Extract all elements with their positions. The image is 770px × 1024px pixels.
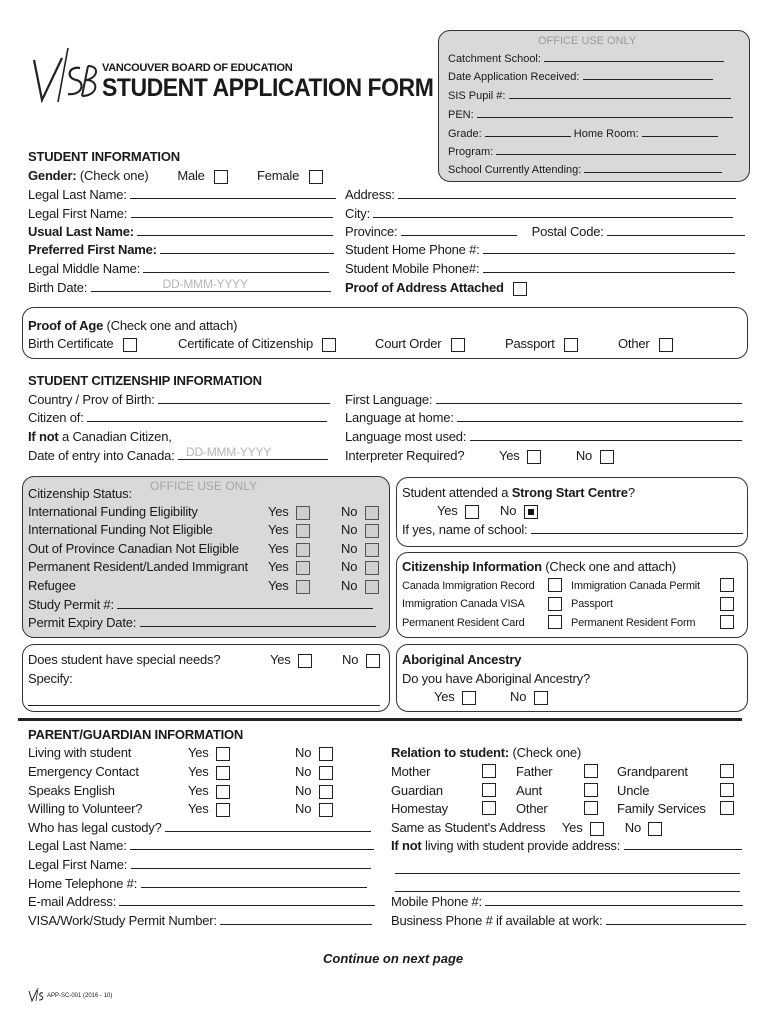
grade-row[interactable]: Grade: Home Room: (448, 125, 718, 140)
same-address-yes-checkbox[interactable] (590, 822, 604, 836)
other-checkbox[interactable] (659, 338, 673, 352)
doc-right-2-checkbox[interactable] (720, 615, 734, 629)
parent-mobile-row[interactable]: Mobile Phone #: (391, 894, 743, 909)
strong-start-no: No (500, 503, 538, 519)
relation-family-services-checkbox[interactable] (720, 801, 734, 815)
relation-aunt: Aunt (516, 783, 542, 798)
parent-no-2: No (295, 783, 333, 799)
home-phone-row[interactable]: Student Home Phone #: (345, 242, 735, 257)
same-address-row: Same as Student's Address Yes No (391, 820, 662, 836)
footer-logo (28, 986, 46, 1002)
parent-business-row[interactable]: Business Phone # if available at work: (391, 913, 746, 928)
permit-expiry-row[interactable]: Permit Expiry Date: (28, 615, 376, 630)
if-not-living-row[interactable]: If not living with student provide address: (391, 838, 742, 853)
status-no-checkbox[interactable] (365, 561, 379, 575)
parent-no-3: No (295, 801, 333, 817)
interpreter-row: Interpreter Required? Yes No (345, 448, 614, 464)
special-needs-yes: Yes (270, 652, 312, 668)
parent-yes-checkbox[interactable] (216, 803, 230, 817)
citizen-of-row[interactable]: Citizen of: (28, 410, 327, 425)
same-address-no-checkbox[interactable] (648, 822, 662, 836)
aboriginal-no: No (510, 689, 548, 705)
doc-right-1-checkbox[interactable] (720, 597, 734, 611)
status-yes-checkbox[interactable] (296, 561, 310, 575)
status-yes-checkbox[interactable] (296, 506, 310, 520)
parent-no-checkbox[interactable] (319, 747, 333, 761)
female-checkbox[interactable] (309, 170, 323, 184)
parent-no-checkbox[interactable] (319, 766, 333, 780)
birth-cert-checkbox[interactable] (123, 338, 137, 352)
form-code: APP-SC-001 (2016 - 10) (47, 993, 113, 999)
birth-date-row[interactable]: Birth Date: DD-MMM-YYYY (28, 280, 331, 295)
doc-left-2: Permanent Resident Card (402, 617, 525, 629)
proof-address-checkbox[interactable] (513, 282, 527, 296)
vsb-logo (28, 40, 98, 104)
relation-other-checkbox[interactable] (584, 801, 598, 815)
court-order-checkbox[interactable] (451, 338, 465, 352)
status-no-checkbox[interactable] (365, 580, 379, 594)
legal-first-row[interactable]: Legal First Name: (28, 206, 333, 221)
status-no-checkbox[interactable] (365, 506, 379, 520)
doc-left-2-checkbox[interactable] (548, 615, 562, 629)
parent-yes-2: Yes (188, 783, 230, 799)
relation-grandparent: Grandparent (617, 764, 688, 779)
program-row[interactable]: Program: (448, 143, 736, 158)
relation-grandparent-checkbox[interactable] (720, 764, 734, 778)
parent-row-2: Speaks English (28, 783, 115, 798)
doc-left-1: Immigration Canada VISA (402, 598, 525, 610)
gender-row: Gender: (Check one) Male Female (28, 168, 323, 184)
parent-yes-checkbox[interactable] (216, 747, 230, 761)
doc-right-0-checkbox[interactable] (720, 578, 734, 592)
doc-left-1-checkbox[interactable] (548, 597, 562, 611)
parent-heading: PARENT/GUARDIAN INFORMATION (28, 727, 244, 742)
pen-row[interactable]: PEN: (448, 106, 733, 121)
status-row-0: International Funding Eligibility (28, 504, 198, 519)
other-option: Other (618, 336, 673, 352)
continue-text: Continue on next page (323, 951, 464, 966)
study-permit-row[interactable]: Study Permit #: (28, 597, 373, 612)
country-birth-row[interactable]: Country / Prov of Birth: (28, 392, 330, 407)
status-no-checkbox[interactable] (365, 543, 379, 557)
relation-father: Father (516, 764, 553, 779)
relation-homestay-checkbox[interactable] (482, 801, 496, 815)
parent-row-3: Willing to Volunteer? (28, 801, 143, 816)
citizenship-cert-option: Certificate of Citizenship (178, 336, 336, 352)
form-title: STUDENT APPLICATION FORM (102, 74, 434, 102)
citizenship-heading: STUDENT CITIZENSHIP INFORMATION (28, 373, 262, 388)
parent-row-1: Emergency Contact (28, 764, 139, 779)
parent-no-checkbox[interactable] (319, 803, 333, 817)
language-used-row[interactable]: Language most used: (345, 429, 742, 444)
parent-yes-1: Yes (188, 764, 230, 780)
citizenship-cert-checkbox[interactable] (322, 338, 336, 352)
special-needs-input[interactable] (28, 694, 380, 706)
custody-row[interactable]: Who has legal custody? (28, 820, 371, 835)
relation-aunt-checkbox[interactable] (584, 783, 598, 797)
parent-no-1: No (295, 764, 333, 780)
citizenship-docs-label: Citizenship Information (Check one and attach) (402, 559, 677, 574)
parent-yes-0: Yes (188, 745, 230, 761)
address-row[interactable]: Address: (345, 187, 736, 202)
status-row-4: Refugee (28, 578, 76, 593)
doc-right-0: Immigration Canada Permit (571, 580, 700, 592)
section-divider (18, 718, 742, 721)
aboriginal-yes: Yes (434, 689, 476, 705)
special-needs-specify: Specify: (28, 671, 73, 686)
parent-address-line-1[interactable] (395, 862, 740, 874)
student-info-heading: STUDENT INFORMATION (28, 149, 180, 164)
parent-visa-row[interactable]: VISA/Work/Study Permit Number: (28, 913, 372, 928)
doc-left-0: Canada Immigration Record (402, 580, 535, 592)
date-received-row[interactable]: Date Application Received: (448, 68, 713, 83)
interpreter-no-checkbox[interactable] (600, 450, 614, 464)
proof-age-label-row: Proof of Age (Check one and attach) (28, 318, 238, 333)
parent-yes-checkbox[interactable] (216, 785, 230, 799)
status-office-use: OFFICE USE ONLY (150, 479, 258, 493)
relation-guardian: Guardian (391, 783, 443, 798)
birth-cert-option: Birth Certificate (28, 336, 137, 352)
relation-father-checkbox[interactable] (584, 764, 598, 778)
strong-start-question: Student attended a Strong Start Centre? (402, 485, 635, 500)
doc-left-0-checkbox[interactable] (548, 578, 562, 592)
parent-email-row[interactable]: E-mail Address: (28, 894, 375, 909)
special-needs-no-checkbox[interactable] (366, 654, 380, 668)
date-entry-placeholder: DD-MMM-YYYY (185, 445, 272, 459)
status-row-1: International Funding Not Eligible (28, 522, 213, 537)
date-entry-row[interactable]: Date of entry into Canada: DD-MMM-YYYY (28, 448, 328, 463)
aboriginal-label: Aboriginal Ancestry (402, 652, 522, 667)
usual-last-row[interactable]: Usual Last Name: (28, 224, 333, 239)
status-row-3: Permanent Resident/Landed Immigrant (28, 559, 248, 574)
city-row[interactable]: City: (345, 206, 733, 221)
parent-no-0: No (295, 745, 333, 761)
status-yes-checkbox[interactable] (296, 524, 310, 538)
parent-home-phone-row[interactable]: Home Telephone #: (28, 876, 367, 891)
aboriginal-question: Do you have Aboriginal Ancestry? (402, 671, 590, 686)
court-order-option: Court Order (375, 336, 465, 352)
relation-mother: Mother (391, 764, 431, 779)
if-not-citizen-row: If not a Canadian Citizen, (28, 429, 172, 444)
status-yes-0: Yes (268, 504, 310, 520)
strong-start-no-checkbox[interactable] (524, 505, 538, 519)
parent-legal-first-row[interactable]: Legal First Name: (28, 857, 371, 872)
passport-option: Passport (505, 336, 578, 352)
office-use-title: OFFICE USE ONLY (538, 35, 637, 47)
province-row[interactable]: Province: Postal Code: (345, 224, 745, 239)
parent-row-0: Living with student (28, 745, 132, 760)
doc-right-2: Permanent Resident Form (571, 617, 696, 629)
status-yes-checkbox[interactable] (296, 580, 310, 594)
status-no-checkbox[interactable] (365, 524, 379, 538)
special-needs-yes-checkbox[interactable] (298, 654, 312, 668)
catchment-row[interactable]: Catchment School: (448, 50, 724, 65)
mobile-phone-row[interactable]: Student Mobile Phone#: (345, 261, 735, 276)
legal-middle-row[interactable]: Legal Middle Name: (28, 261, 329, 276)
parent-address-line-2[interactable] (395, 880, 740, 892)
preferred-first-row[interactable]: Preferred First Name: (28, 242, 334, 257)
relation-family-services: Family Services (617, 801, 706, 816)
status-no-1: No (341, 522, 379, 538)
language-home-row[interactable]: Language at home: (345, 410, 743, 425)
doc-right-1: Passport (571, 598, 613, 610)
status-row-2: Out of Province Canadian Not Eligible (28, 541, 239, 556)
status-no-2: No (341, 541, 379, 557)
relation-label-row: Relation to student: (Check one) (391, 745, 582, 760)
parent-legal-last-row[interactable]: Legal Last Name: (28, 838, 374, 853)
passport-checkbox[interactable] (564, 338, 578, 352)
org-name: VANCOUVER BOARD OF EDUCATION (102, 62, 293, 74)
strong-start-yes-checkbox[interactable] (465, 505, 479, 519)
parent-yes-checkbox[interactable] (216, 766, 230, 780)
sis-row[interactable]: SIS Pupil #: (448, 87, 731, 102)
first-language-row[interactable]: First Language: (345, 392, 742, 407)
special-needs-question: Does student have special needs? (28, 652, 221, 667)
strong-start-school-row[interactable]: If yes, name of school: (402, 522, 743, 537)
status-yes-1: Yes (268, 522, 310, 538)
relation-uncle-checkbox[interactable] (720, 783, 734, 797)
status-yes-4: Yes (268, 578, 310, 594)
interpreter-yes-checkbox[interactable] (527, 450, 541, 464)
parent-no-checkbox[interactable] (319, 785, 333, 799)
aboriginal-no-checkbox[interactable] (534, 691, 548, 705)
parent-yes-3: Yes (188, 801, 230, 817)
status-yes-checkbox[interactable] (296, 543, 310, 557)
status-yes-2: Yes (268, 541, 310, 557)
birth-date-placeholder: DD-MMM-YYYY (162, 277, 248, 291)
male-checkbox[interactable] (214, 170, 228, 184)
relation-uncle: Uncle (617, 783, 650, 798)
relation-mother-checkbox[interactable] (482, 764, 496, 778)
status-no-4: No (341, 578, 379, 594)
relation-guardian-checkbox[interactable] (482, 783, 496, 797)
school-attending-row[interactable]: School Currently Attending: (448, 161, 722, 176)
proof-address-row: Proof of Address Attached (345, 280, 527, 296)
relation-homestay: Homestay (391, 801, 448, 816)
aboriginal-yes-checkbox[interactable] (462, 691, 476, 705)
strong-start-yes: Yes (437, 503, 479, 519)
citizenship-status-label: Citizenship Status: (28, 486, 132, 501)
status-no-3: No (341, 559, 379, 575)
status-no-0: No (341, 504, 379, 520)
relation-other: Other (516, 801, 548, 816)
status-yes-3: Yes (268, 559, 310, 575)
special-needs-no: No (342, 652, 380, 668)
legal-last-row[interactable]: Legal Last Name: (28, 187, 336, 202)
